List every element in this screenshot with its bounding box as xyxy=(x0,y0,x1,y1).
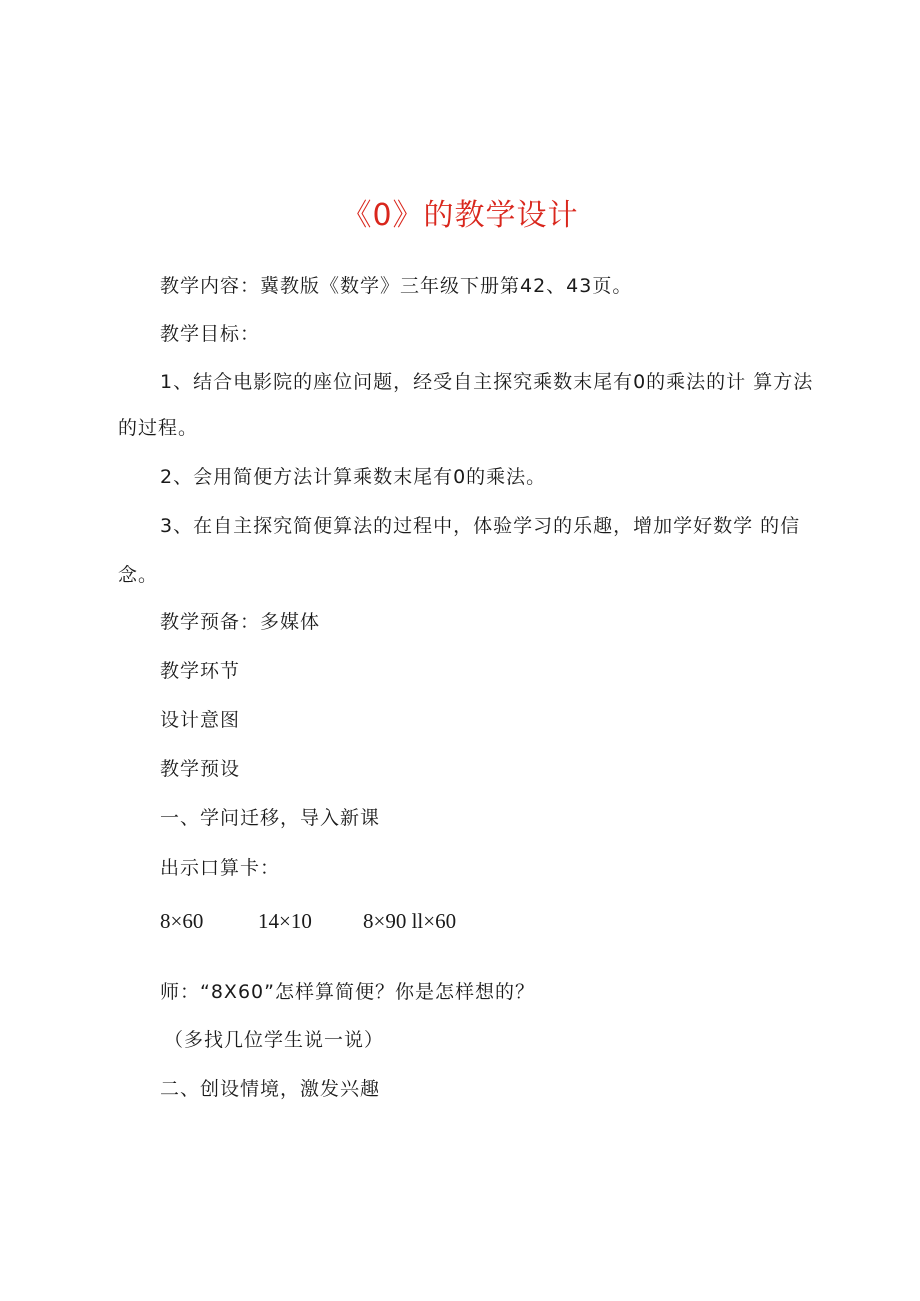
teaching-steps-heading: 教学环节 xyxy=(160,660,241,682)
document-title: 《0》的教学设计 xyxy=(341,198,579,233)
calc-card-2: 14×10 xyxy=(258,909,312,933)
teaching-preparation: 教学预备：多媒体 xyxy=(160,611,321,633)
goal-3-line-1: 3、在自主探究简便算法的过程中，体验学习的乐趣，增加学好数学 的信 xyxy=(160,515,801,537)
teaching-content: 教学内容：冀教版《数学》三年级下册第42、43页。 xyxy=(160,275,633,297)
goal-2: 2、会用简便方法计算乘数末尾有0的乘法。 xyxy=(160,466,547,488)
design-intent-heading: 设计意图 xyxy=(160,709,241,731)
goal-3-line-2: 念。 xyxy=(118,564,159,586)
teacher-question: 师：“8X60”怎样算简便？你是怎样想的？ xyxy=(160,981,535,1003)
teaching-plan-heading: 教学预设 xyxy=(160,758,241,780)
calc-card-3: 8×90 ll×60 xyxy=(363,909,457,933)
show-cards-line: 出示口算卡： xyxy=(160,857,281,879)
calc-card-1: 8×60 xyxy=(160,909,204,933)
goal-1-line-2: 的过程。 xyxy=(118,417,199,439)
section-1-heading: 一、学问迁移，导入新课 xyxy=(160,807,381,829)
goal-1-line-1: 1、结合电影院的座位问题，经受自主探究乘数末尾有0的乘法的计 算方法 xyxy=(160,371,814,393)
student-discussion-note: （多找几位学生说一说） xyxy=(164,1029,385,1051)
section-2-heading: 二、创设情境，激发兴趣 xyxy=(160,1078,381,1100)
teaching-goals-heading: 教学目标： xyxy=(160,323,261,345)
